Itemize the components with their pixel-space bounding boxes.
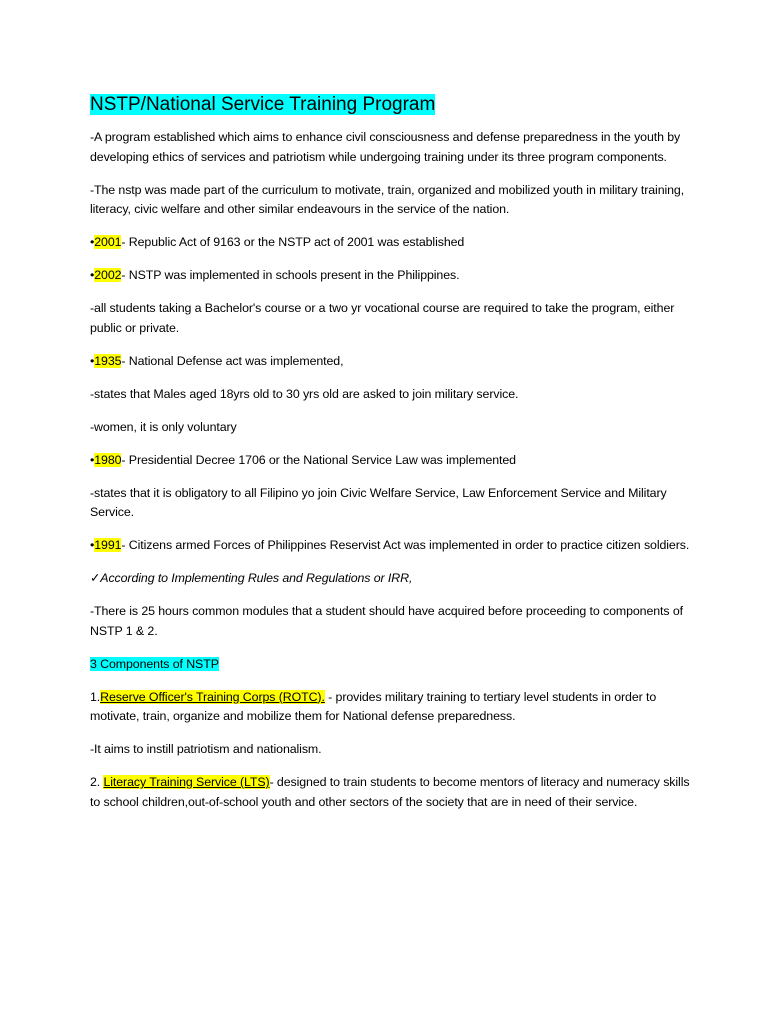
year-2002: 2002 <box>94 268 122 282</box>
component-rotc-name: Reserve Officer's Training Corps (ROTC). <box>100 689 325 704</box>
component-number: 1. <box>90 689 101 704</box>
title-text: NSTP/National Service Training Program <box>90 94 436 115</box>
timeline-1991-text: - Citizens armed Forces of Philippines Reservist Act was implemented in order to practice citizen soldiers. <box>121 538 690 552</box>
timeline-2001 <box>90 233 690 253</box>
timeline-1935 <box>90 352 690 372</box>
intro-paragraph-1: -A program established which aims to enhance civil consciousness and defense preparedness in the youth by developing ethics of services and patriotism while undergoing training under its three program components. <box>90 130 681 164</box>
bullet: • <box>90 452 95 467</box>
bullet: • <box>90 235 95 249</box>
intro-paragraph-2: -The nstp was made part of the curriculum to motivate, train, organized and mobilized youth in military training, literacy, civic welfare and other similar endeavours in the service of the nation. <box>90 182 685 216</box>
components-heading <box>90 655 690 675</box>
component-number: 2. <box>90 775 104 789</box>
timeline-2001-text: - Republic Act of 9163 or the NSTP act of 2001 was established <box>121 235 465 249</box>
timeline-2002-note: -all students taking a Bachelor's course or a two yr vocational course are required to take the program, either public or private. <box>90 301 675 335</box>
irr-note: ✓According to Implementing Rules and Regulations or IRR, <box>90 571 413 585</box>
year-1935: 1935 <box>94 353 122 368</box>
timeline-2002-text: - NSTP was implemented in schools present in the Philippines. <box>121 268 460 282</box>
timeline-1935-note-2: -women, it is only voluntary <box>90 419 237 434</box>
modules-note: -There is 25 hours common modules that a student should have acquired before proceeding to components of NSTP 1 & 2. <box>90 604 683 638</box>
document-title <box>90 92 690 118</box>
rotc-note: -It aims to instill patriotism and nationalism. <box>90 742 322 756</box>
bullet: • <box>90 538 95 552</box>
timeline-1980-note: -states that it is obligatory to all Filipino yo join Civic Welfare Service, Law Enforcement Service and Military Service. <box>90 485 667 519</box>
component-lts <box>90 773 690 812</box>
timeline-1935-text: - National Defense act was implemented, <box>121 353 344 368</box>
component-rotc <box>90 688 690 727</box>
components-heading-text: 3 Components of NSTP <box>90 656 219 671</box>
year-1980: 1980 <box>94 452 122 467</box>
year-1991: 1991 <box>94 538 122 552</box>
component-lts-name: Literacy Training Service (LTS) <box>103 775 270 789</box>
bullet: • <box>90 268 95 282</box>
component-lts-text: - designed to train students to become mentors of literacy and numeracy skills to school children,out-of-school youth and other sectors of the society that are in need of their service. <box>90 775 690 809</box>
document-page <box>90 92 690 826</box>
year-2001: 2001 <box>94 235 122 249</box>
timeline-1935-note-1: -states that Males aged 18yrs old to 30 yrs old are asked to join military service. <box>90 386 519 401</box>
bullet: • <box>90 353 95 368</box>
timeline-1980-text: - Presidential Decree 1706 or the National Service Law was implemented <box>121 452 516 467</box>
component-rotc-text: - provides military training to tertiary level students in order to motivate, train, organize and mobilize them for National defense preparedness. <box>90 689 657 723</box>
timeline-1991 <box>90 536 690 556</box>
timeline-1980 <box>90 451 690 471</box>
timeline-2002 <box>90 266 690 286</box>
